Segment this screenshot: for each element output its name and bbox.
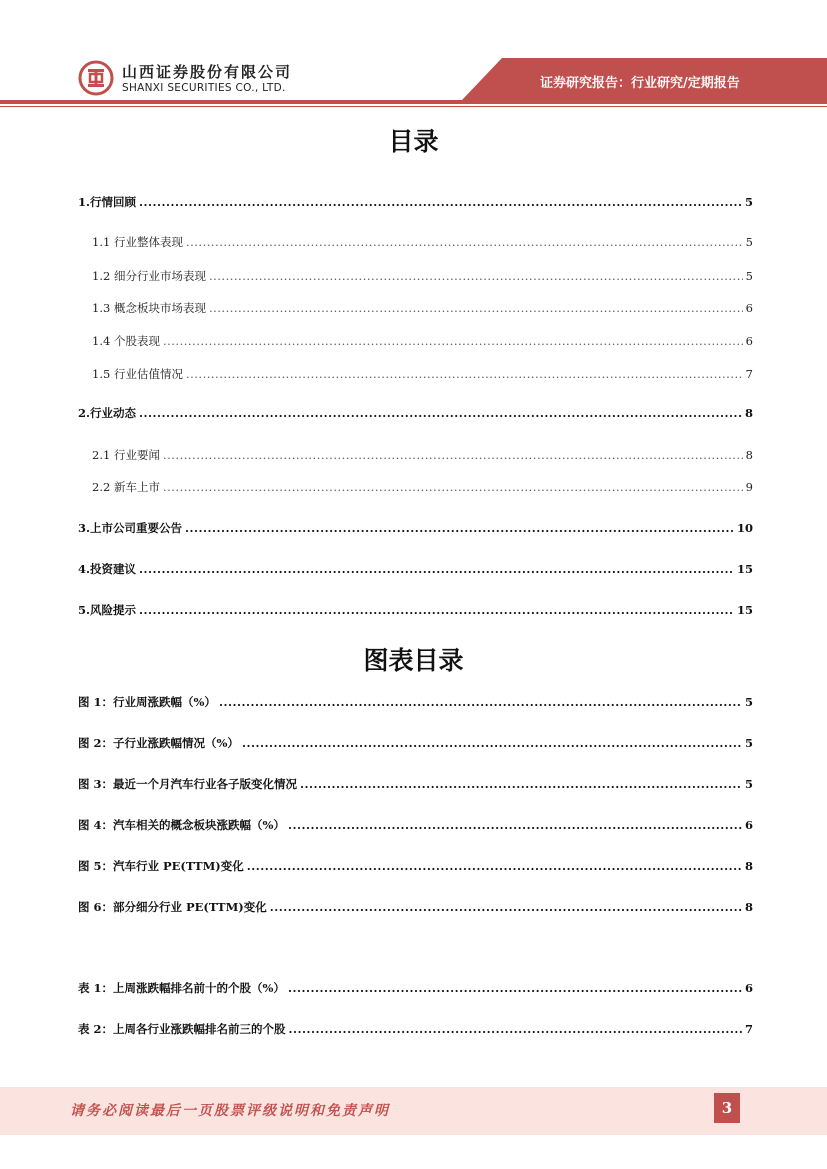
table-entry-page: 7 bbox=[744, 1022, 753, 1036]
header-divider bbox=[0, 100, 827, 104]
page-number: 3 bbox=[714, 1093, 740, 1123]
toc-entry-label: 4.投资建议 bbox=[78, 562, 137, 576]
toc-entry-label: 1.3 概念板块市场表现 bbox=[92, 301, 206, 315]
figure-entry[interactable] bbox=[78, 858, 753, 876]
table-entry[interactable] bbox=[78, 980, 753, 998]
figure-entry[interactable] bbox=[78, 899, 753, 917]
figure-entry[interactable] bbox=[78, 776, 753, 794]
toc-leader bbox=[186, 367, 743, 381]
toc-leader bbox=[300, 777, 742, 791]
table-entry-page: 6 bbox=[744, 981, 753, 995]
toc-entry-label: 1.2 细分行业市场表现 bbox=[92, 269, 206, 283]
toc-entry-page: 6 bbox=[745, 334, 753, 348]
toc-leader bbox=[209, 301, 743, 315]
figure-entry-label: 图 1：行业周涨跌幅（%） bbox=[78, 695, 216, 709]
toc-leader bbox=[289, 1022, 742, 1036]
company-name-en: SHANXI SECURITIES CO., LTD. bbox=[122, 82, 286, 94]
toc-entry[interactable] bbox=[92, 479, 753, 497]
figure-entry-page: 5 bbox=[744, 736, 753, 750]
toc-leader bbox=[288, 818, 742, 832]
page-header bbox=[0, 0, 827, 112]
toc-entry[interactable] bbox=[78, 602, 753, 620]
toc-leader bbox=[242, 736, 742, 750]
toc-entry-label: 5.风险提示 bbox=[78, 603, 137, 617]
toc-leader bbox=[139, 406, 742, 420]
toc-entry-page: 8 bbox=[744, 406, 753, 420]
figure-entry-page: 8 bbox=[744, 900, 753, 914]
toc-entry[interactable] bbox=[78, 194, 753, 212]
disclaimer-notice: 请务必阅读最后一页股票评级说明和免责声明 bbox=[70, 1103, 390, 1119]
toc-entry-page: 8 bbox=[745, 448, 753, 462]
toc-entry-page: 15 bbox=[736, 562, 753, 576]
toc-leader bbox=[209, 269, 743, 283]
toc-entry[interactable] bbox=[78, 561, 753, 579]
figure-entry-page: 6 bbox=[744, 818, 753, 832]
toc-entry-label: 1.1 行业整体表现 bbox=[92, 235, 183, 249]
toc-leader bbox=[186, 235, 743, 249]
toc-entry[interactable] bbox=[78, 520, 753, 538]
figure-entry-label: 图 4：汽车相关的概念板块涨跌幅（%） bbox=[78, 818, 285, 832]
figure-entry-label: 图 6：部分细分行业 PE(TTM)变化 bbox=[78, 900, 267, 914]
table-entry[interactable] bbox=[78, 1021, 753, 1039]
toc-entry[interactable] bbox=[92, 366, 753, 384]
report-type-label: 证券研究报告：行业研究/定期报告 bbox=[540, 76, 740, 91]
toc-entry[interactable] bbox=[78, 405, 753, 423]
toc-title: 目录 bbox=[388, 127, 439, 156]
toc-entry[interactable] bbox=[92, 234, 753, 252]
figure-entry-label: 图 5：汽车行业 PE(TTM)变化 bbox=[78, 859, 244, 873]
toc-entry-page: 7 bbox=[745, 367, 753, 381]
toc-entry-page: 6 bbox=[745, 301, 753, 315]
figure-entry[interactable] bbox=[78, 817, 753, 835]
table-entry-label: 表 1：上周涨跌幅排名前十的个股（%） bbox=[78, 981, 285, 995]
toc-entry-page: 5 bbox=[745, 269, 753, 283]
toc-entry-page: 9 bbox=[745, 480, 753, 494]
toc-leader bbox=[163, 480, 743, 494]
toc-entry[interactable] bbox=[92, 268, 753, 286]
table-entry-label: 表 2：上周各行业涨跌幅排名前三的个股 bbox=[78, 1022, 286, 1036]
figure-entry[interactable] bbox=[78, 694, 753, 712]
toc-entry-label: 2.1 行业要闻 bbox=[92, 448, 160, 462]
toc-leader bbox=[219, 695, 742, 709]
toc-entry-label: 2.2 新车上市 bbox=[92, 480, 160, 494]
toc-entry-label: 3.上市公司重要公告 bbox=[78, 521, 183, 535]
toc-entry-label: 1.行情回顾 bbox=[78, 195, 137, 209]
toc-leader bbox=[270, 900, 742, 914]
charts-toc-title: 图表目录 bbox=[363, 646, 464, 675]
company-name-cn: 山西证券股份有限公司 bbox=[122, 63, 293, 81]
toc-entry-page: 10 bbox=[736, 521, 753, 535]
toc-entry[interactable] bbox=[92, 333, 753, 351]
toc-leader bbox=[163, 334, 743, 348]
figure-entry[interactable] bbox=[78, 735, 753, 753]
toc-leader bbox=[288, 981, 742, 995]
toc-entry-label: 1.4 个股表现 bbox=[92, 334, 160, 348]
figure-entry-page: 8 bbox=[744, 859, 753, 873]
figure-entry-page: 5 bbox=[744, 777, 753, 791]
toc-entry-page: 15 bbox=[736, 603, 753, 617]
figure-entry-page: 5 bbox=[744, 695, 753, 709]
toc-leader bbox=[163, 448, 743, 462]
figure-entry-label: 图 2：子行业涨跌幅情况（%） bbox=[78, 736, 239, 750]
toc-entry[interactable] bbox=[92, 447, 753, 465]
toc-entry-label: 1.5 行业估值情况 bbox=[92, 367, 183, 381]
toc-leader bbox=[139, 603, 734, 617]
toc-leader bbox=[247, 859, 742, 873]
toc-leader bbox=[139, 195, 742, 209]
header-divider-thin bbox=[0, 106, 827, 107]
toc-entry[interactable] bbox=[92, 300, 753, 318]
toc-entry-label: 2.行业动态 bbox=[78, 406, 137, 420]
toc-leader bbox=[139, 562, 734, 576]
figure-entry-label: 图 3：最近一个月汽车行业各子版变化情况 bbox=[78, 777, 298, 791]
toc-entry-page: 5 bbox=[744, 195, 753, 209]
shanxi-securities-logo-icon bbox=[78, 60, 114, 96]
toc-entry-page: 5 bbox=[745, 235, 753, 249]
toc-leader bbox=[185, 521, 734, 535]
